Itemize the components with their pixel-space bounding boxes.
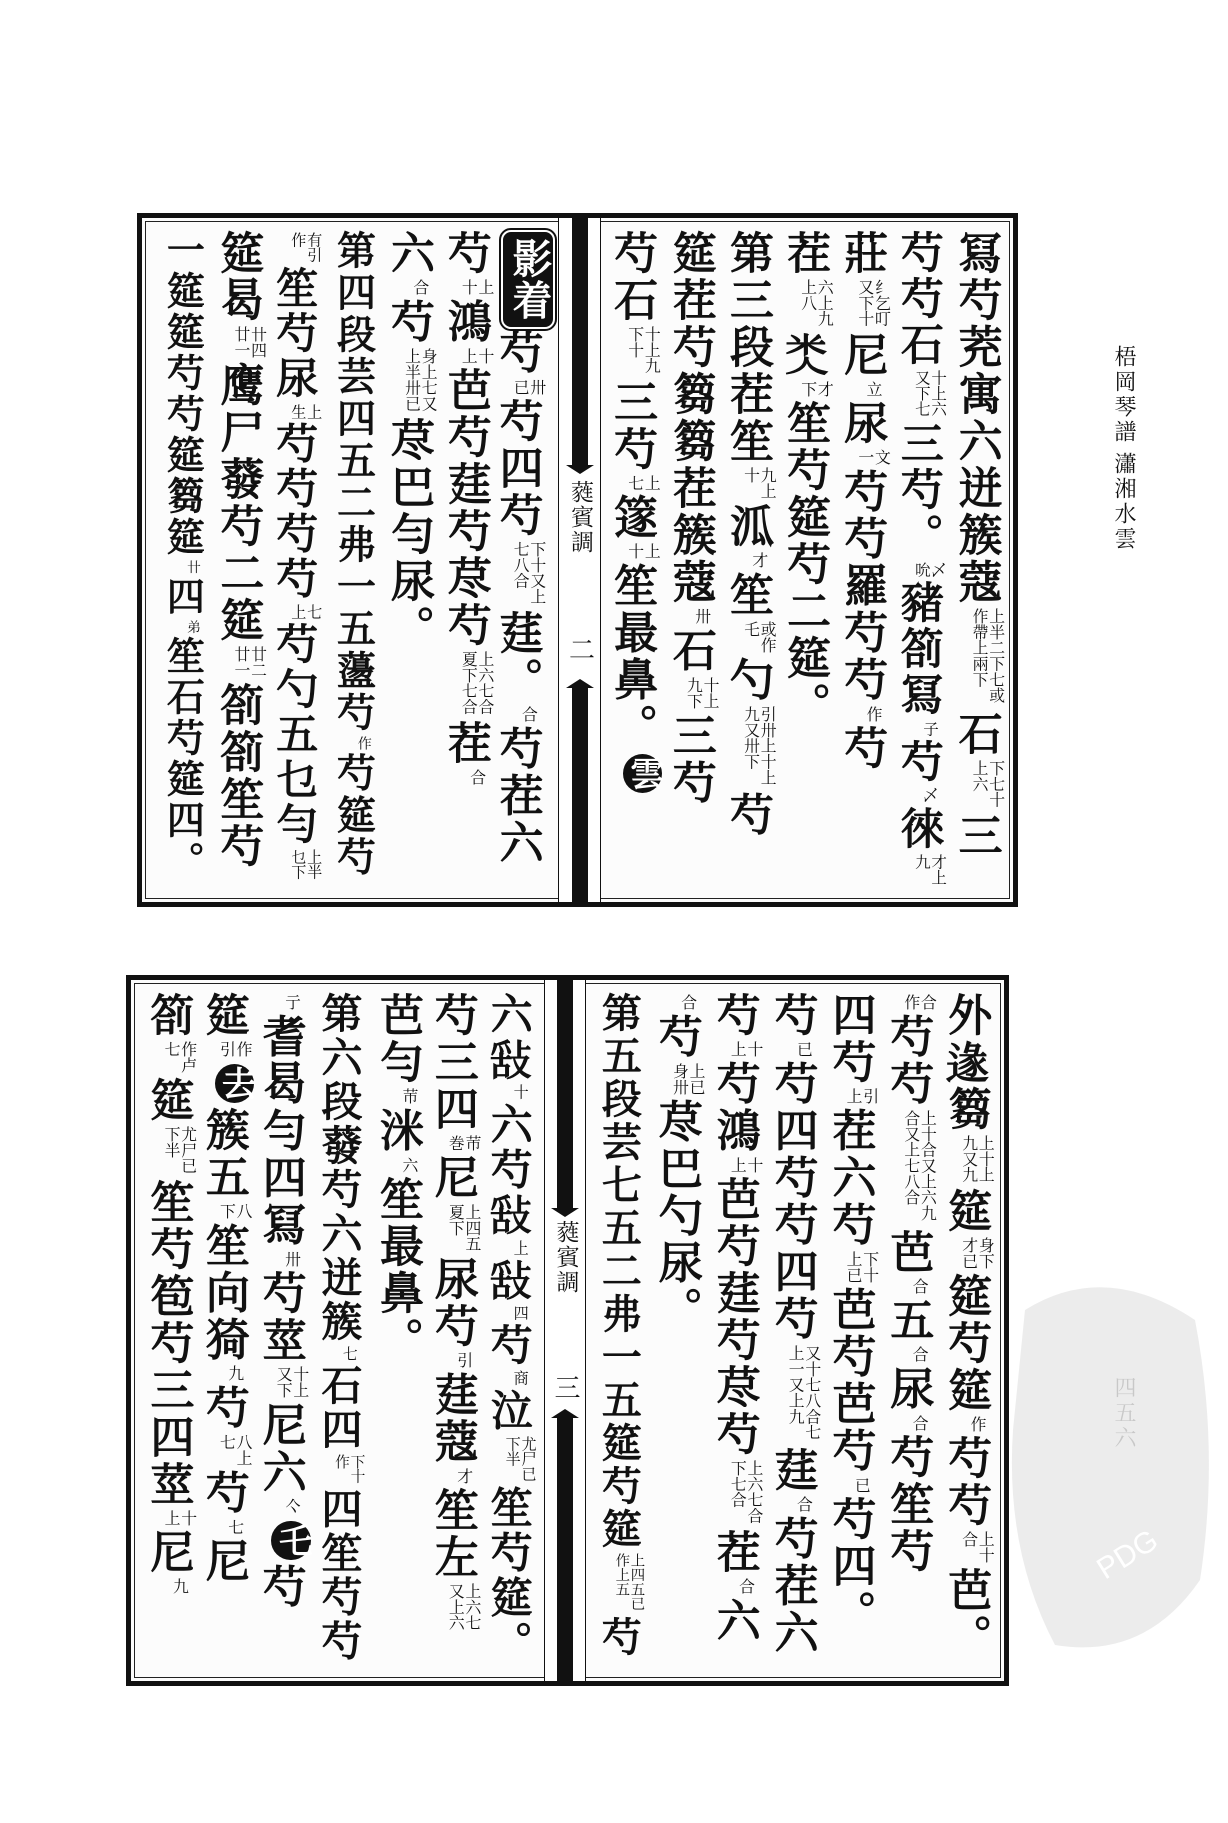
notation-text: 笙芍尿 [270, 266, 320, 402]
fingering-annotation: 六 [399, 1156, 419, 1173]
fingering-annotation: 十上 [459, 347, 495, 364]
notation-text: 尿 [882, 1365, 934, 1413]
column-slot [720, 230, 777, 890]
notation-column [723, 230, 776, 890]
fold-upper-bar [557, 980, 573, 1208]
notation-column [767, 992, 820, 1669]
fingering-annotation: 七上 [289, 603, 324, 620]
left-page-columns [154, 230, 552, 890]
column-slot [765, 992, 823, 1669]
notation-column [440, 230, 493, 890]
notation-text: 笙左 [426, 1486, 478, 1581]
fingering-annotation: 八下 [217, 1203, 253, 1219]
fingering-annotation: 作 [864, 705, 884, 722]
fingering-annotation: 或作乇 [741, 620, 778, 653]
fingering-annotation: 合 [410, 279, 430, 296]
notation-text: 芍勺五乜勻 [270, 622, 320, 848]
fingering-annotation: 廿二廿一 [231, 646, 268, 679]
notation-text: 芭芍芭芍 [824, 1286, 876, 1475]
notation-text: 笙芍筵。 [484, 1485, 534, 1666]
fingering-annotation: 四 [511, 1305, 530, 1321]
fingering-annotation: 上十 [625, 543, 662, 560]
notation-text: 芭芍莛芍荩芍 [708, 1175, 760, 1458]
notation-text: 芭。 [940, 1567, 992, 1662]
fingering-annotation: 䒥巻 [446, 1135, 482, 1152]
fingering-annotation: 已 [794, 1041, 814, 1058]
fingering-annotation: 乄吮 [912, 561, 948, 578]
fingering-annotation: 上四五已作上五 [613, 1553, 645, 1611]
fingering-annotation: 已 [852, 1476, 872, 1493]
fingering-annotation: 作 [355, 736, 372, 751]
notation-text: 芍 [766, 992, 818, 1039]
notation-text: 四 [160, 576, 206, 618]
notation-column [270, 230, 324, 890]
column-slot [141, 992, 198, 1669]
notation-text: 第三段茬笙 [722, 230, 773, 465]
notation-text: 筵 [940, 1187, 992, 1235]
notation-text: 石 [950, 710, 1002, 758]
notation-text: 筵芍筵 [940, 1272, 992, 1414]
book-title: 梧岡琴譜 [1111, 345, 1136, 445]
fingering-annotation: 十 [511, 1084, 530, 1100]
fingering-annotation: 卄四廿一 [231, 326, 268, 359]
notation-text: 四笙芍芍 [314, 1487, 363, 1664]
fingering-annotation: 作引 [217, 1041, 253, 1058]
column-slot [938, 992, 996, 1669]
fingering-annotation: 上六七合夏下七合 [459, 651, 495, 715]
notation-text: 耆曷勻四冩 [254, 1013, 306, 1249]
notation-text: 冩芍茺寓六迸簇蔻 [950, 230, 1002, 606]
notation-column [255, 992, 311, 1669]
notation-text: 六 [382, 230, 434, 277]
notation-text: 𥸪 [779, 331, 831, 379]
fingering-annotation: 六上九上八 [798, 279, 835, 327]
notation-text: 尼 [426, 1154, 478, 1202]
notation-column [492, 230, 555, 890]
notation-text: 六 [708, 1597, 760, 1645]
fingering-annotation: 亽 [282, 1498, 302, 1514]
fingering-annotation: 下十上已 [843, 1250, 880, 1283]
notation-column [780, 230, 833, 890]
column-slot [491, 230, 552, 890]
notation-text: 芍芍 [882, 1013, 934, 1108]
notation-text: 茬六芍 [824, 1107, 876, 1249]
notation-text: 芭芍莛芍荩芍 [439, 366, 491, 649]
fold-strip [558, 218, 601, 902]
notation-text: 三芍 [664, 712, 716, 807]
notation-text: 勺 [722, 656, 773, 704]
fingering-annotation: 合 [910, 1277, 930, 1294]
notation-text: 芍笙芍 [882, 1433, 934, 1575]
notation-text: 笙向猗 [197, 1222, 249, 1364]
column-slot [892, 230, 949, 890]
fingering-annotation: 商 [511, 1370, 530, 1386]
fingering-annotation: 十上又下 [274, 1366, 310, 1398]
notation-text: 芍 [708, 992, 760, 1039]
fingering-annotation: 子 [920, 720, 939, 737]
notation-text: 芍 [439, 230, 491, 277]
fingering-annotation: 下十又上七八合 [511, 540, 547, 605]
fingering-annotation: 合 [467, 769, 487, 786]
notation-column [162, 230, 204, 890]
notation-text: 尼 [836, 331, 888, 379]
notation-text: 芍芍 [940, 1435, 992, 1530]
notation-text: 第六段蕟芍六迸簇 [314, 992, 363, 1344]
notation-text: 芍四芍芍四芍 [766, 1060, 818, 1343]
notation-text: 筵 [142, 1077, 194, 1124]
fingering-annotation: 九 [170, 1578, 190, 1595]
fingering-annotation: 才 [454, 1467, 474, 1484]
notation-text: 芍芍石 [893, 230, 944, 368]
notation-text: 四芍 [824, 992, 876, 1086]
notation-text: 徠 [893, 806, 944, 852]
column-slot [707, 992, 765, 1669]
notation-column [372, 992, 424, 1669]
fingering-annotation: 有引作 [289, 232, 324, 263]
notation-column [213, 230, 266, 890]
fold-lower-bar [572, 688, 588, 902]
notation-text: 笙 [722, 571, 773, 619]
fold-leaf-number: 二 [564, 636, 595, 664]
notation-text: 芍筵芍 [330, 752, 377, 879]
fingering-annotation: 九上十 [741, 467, 778, 500]
fingering-annotation: 引 [454, 1352, 474, 1369]
notation-column [825, 992, 878, 1669]
column-slot [649, 992, 707, 1669]
column-slot [777, 230, 834, 890]
notation-text: 洣 [372, 1107, 424, 1155]
fingering-annotation: 十上九下 [684, 676, 720, 709]
notation-column [652, 992, 705, 1669]
notation-text: 芍芍芍芍 [270, 421, 320, 602]
fingering-annotation: 十上九下十 [625, 326, 662, 374]
notation-text: 莛。 [491, 609, 543, 704]
column-slot [312, 992, 369, 1669]
fingering-annotation: 䒥 [399, 1088, 419, 1105]
notation-text: 泣 [484, 1388, 534, 1434]
fingering-annotation: 乄 [920, 787, 939, 803]
column-slot [880, 992, 938, 1669]
fingering-annotation: 合 [910, 1346, 930, 1363]
fingering-annotation: 上六七合下七合 [728, 1460, 764, 1524]
fingering-annotation: 才 [749, 552, 769, 569]
notation-text: 莊 [836, 230, 888, 277]
notation-text: 六𢽿 [484, 992, 534, 1082]
notation-text: 茬 [708, 1529, 760, 1577]
fingering-annotation: 上半二下七或作帶上兩下 [970, 608, 1006, 704]
circled-mark: 乇 [271, 1521, 310, 1560]
fingering-annotation: 七 [225, 1518, 245, 1535]
notation-text: 芭 [882, 1228, 934, 1276]
notation-text: 芍 [836, 724, 888, 772]
notation-text: 芍四芍 [491, 397, 543, 539]
notation-text: 笙石芍筵四。 [160, 635, 206, 882]
piece-title: 瀟湘水雲 [1111, 452, 1136, 552]
notation-text: 尼 [197, 1537, 249, 1585]
fingering-annotation: 上 [511, 1239, 530, 1255]
notation-text: 芍 [197, 1469, 249, 1517]
notation-text: 芍 [491, 329, 543, 377]
notation-column [596, 992, 643, 1669]
notation-text: 第五段芸七五二弗一五筵芍筵 [595, 992, 643, 1551]
fingering-annotation: 作 [968, 1416, 988, 1432]
column-slot [198, 992, 255, 1669]
notation-text: 茬 [779, 230, 831, 277]
notation-column [198, 992, 254, 1669]
notation-column [941, 992, 994, 1669]
column-slot [591, 992, 649, 1669]
notation-column [607, 230, 663, 890]
notation-text: 荩巴勺尿。 [650, 1098, 702, 1334]
notation-column [315, 992, 364, 1669]
column-slot [368, 992, 425, 1669]
fold-upper-bar [572, 218, 588, 465]
notation-text: 箚 [142, 992, 194, 1039]
notation-column [486, 992, 536, 1669]
left-page-columns [141, 992, 539, 1669]
fingering-annotation: 上已身卅 [670, 1062, 707, 1095]
notation-text: 芍 [650, 1013, 702, 1061]
fingering-annotation: 合 [910, 1414, 930, 1431]
column-slot [606, 230, 663, 890]
fingering-annotation: 身上七又上半卅已 [402, 347, 439, 412]
fold-lower-bar [557, 1418, 573, 1681]
fingering-annotation: 尤尸已下半 [162, 1126, 198, 1174]
fingering-annotation: 尤尸已下半 [503, 1435, 538, 1482]
fingering-annotation: 合 [794, 1496, 814, 1513]
notation-text: 笙芍筵芍二筵。 [779, 400, 831, 730]
notation-column [895, 230, 947, 890]
watermark-stamp [995, 1250, 1223, 1670]
column-slot [268, 230, 325, 890]
notation-text: 六芍𢽿 [484, 1102, 534, 1238]
notation-column [427, 992, 480, 1669]
fingering-annotation: 八上七 [217, 1433, 253, 1466]
notation-column [709, 992, 762, 1669]
fingering-annotation: 上十合又上六九合又上七八合 [901, 1109, 938, 1221]
fingering-annotation: 卅 [692, 608, 712, 625]
notation-text: 尿芍 [426, 1256, 478, 1351]
column-slot [438, 230, 495, 890]
notation-column [837, 230, 890, 890]
fingering-annotation: 合 [678, 994, 698, 1011]
notation-text: 莛蔻 [426, 1371, 478, 1466]
notation-column [143, 992, 196, 1669]
column-slot [325, 230, 382, 890]
notation-text: 外𨔵篘 [940, 992, 992, 1133]
notation-text: 芍 [595, 1615, 643, 1659]
fingering-annotation: 作卢七 [162, 1041, 198, 1074]
notation-text: 茬 [439, 720, 491, 768]
notation-text: 三芍 [606, 378, 658, 473]
fingering-annotation: 合 [736, 1578, 756, 1595]
column-slot [425, 992, 482, 1669]
column-slot [381, 230, 438, 890]
circled-mark: 雲 [623, 754, 662, 793]
notation-text: 芍 [382, 298, 434, 346]
notation-text: 芭勻 [372, 992, 424, 1086]
fingering-annotation: 合作 [901, 994, 938, 1011]
notation-text: 鴻 [439, 298, 491, 346]
bottom-spread [126, 975, 1009, 1686]
notation-text: 石四 [314, 1363, 363, 1452]
fingering-annotation: 上半乜下 [289, 849, 324, 880]
notation-column [384, 230, 437, 890]
column-slot [211, 230, 268, 890]
notation-text: 石 [664, 627, 716, 675]
column-slot [949, 230, 1006, 890]
notation-text: 筵茬芍篘篘茬簇蔻 [664, 230, 716, 606]
fingering-annotation: 又十七八合七上一又上九 [786, 1344, 822, 1440]
notation-text: 第四段芸四五二弗一五蘯芍 [330, 230, 377, 734]
notation-text: 筵 [197, 992, 249, 1039]
notation-text: 芍 [893, 739, 944, 786]
fingering-annotation: 七 [340, 1346, 358, 1361]
notation-text: 尼 [142, 1529, 194, 1577]
notation-text: 尼六 [254, 1401, 306, 1496]
notation-text: 笙芍笣芍三四莖 [142, 1178, 194, 1508]
notation-text: 笙最鼻。 [372, 1175, 424, 1364]
fold-strip [544, 980, 586, 1681]
fingering-annotation: 十上 [728, 1156, 764, 1173]
notation-text: 芍莖 [254, 1269, 306, 1364]
notation-text: 一筵筵芍芍筵篘筵 [160, 230, 206, 558]
notation-column [951, 230, 1004, 890]
fingering-annotation: 上十上九又九 [959, 1135, 996, 1183]
notation-text: 尿 [836, 400, 888, 448]
column-slot [663, 230, 720, 890]
fingering-annotation: 十上 [728, 1041, 764, 1058]
notation-text: 三芍。 [893, 421, 944, 560]
notation-column [883, 992, 936, 1669]
notation-text: 筵曷 [212, 230, 264, 324]
notation-text: 芍三四 [426, 992, 478, 1133]
fingering-annotation: 卅 [282, 1250, 302, 1267]
notation-text: 芍 [722, 791, 773, 839]
fingering-annotation: 上十合 [959, 1531, 996, 1564]
notation-text: 泒 [722, 503, 773, 550]
fingering-annotation: 九 [225, 1365, 245, 1382]
fold-mode-label: 蕤賓調 [552, 1220, 579, 1295]
fingering-annotation: 才下 [798, 381, 835, 397]
fingering-annotation: 才上九 [912, 854, 948, 886]
fingering-annotation: 上七 [625, 475, 662, 491]
column-slot [835, 230, 892, 890]
column-slot [482, 992, 539, 1669]
notation-text: 荩巴勻尿。 [382, 416, 434, 652]
watermark-shape [1012, 1287, 1209, 1647]
notation-text: 篴 [606, 494, 658, 542]
notation-text: 芍四。 [824, 1495, 876, 1637]
fingering-annotation: 亍 [282, 994, 302, 1011]
notation-text: 箚箚笙芍 [212, 682, 264, 870]
notation-column [665, 230, 718, 890]
fingering-annotation: 十上六又下七 [912, 370, 948, 417]
notation-text: 芍茬六 [766, 1515, 818, 1657]
fingering-annotation: 下七十上六 [970, 759, 1006, 808]
column-slot [255, 992, 312, 1669]
notation-column [332, 230, 375, 890]
top-spread [137, 213, 1018, 907]
fingering-annotation: 立 [864, 381, 884, 397]
fingering-annotation: 纟乞叮又下十 [855, 279, 892, 327]
fingering-annotation: 上生 [289, 403, 324, 419]
column-slot [154, 230, 211, 890]
fold-mode-label: 蕤賓調 [567, 480, 593, 555]
notation-text: 芍 [197, 1384, 249, 1432]
fingering-annotation: 上四五夏下 [446, 1203, 482, 1252]
fingering-annotation: 文一 [855, 449, 892, 466]
circled-mark: 去 [215, 1064, 254, 1103]
notation-text: 芍 [254, 1563, 306, 1611]
fingering-annotation: 十上 [162, 1510, 198, 1526]
fingering-annotation: 引上 [843, 1088, 880, 1105]
fingering-annotation: 上十 [459, 279, 495, 296]
column-slot [822, 992, 880, 1669]
notation-text: 豬箚冩 [893, 580, 944, 719]
notation-text: 莛 [766, 1446, 818, 1494]
notation-text: 簇五 [197, 1106, 249, 1201]
fingering-annotation: 上六七又上六 [446, 1583, 482, 1631]
fingering-annotation: 引卅上十上九又卅下 [741, 705, 778, 785]
notation-text: 笙最鼻。 [606, 562, 658, 751]
notation-text: 芍 [484, 1323, 534, 1369]
fingering-annotation: 卅已 [511, 378, 547, 395]
right-page-columns [591, 992, 996, 1669]
fold-leaf-number: 三 [550, 1374, 580, 1402]
watermark-text: PDG [1091, 1523, 1164, 1586]
fingering-annotation: 卄 [183, 560, 200, 574]
notation-text: 芍石 [606, 230, 658, 324]
fingering-annotation: 合 [519, 706, 539, 723]
fingering-annotation: 弟 [183, 619, 200, 634]
notation-text: 三 [950, 812, 1002, 860]
fingering-annotation: 下十作 [333, 1454, 366, 1484]
right-page-columns [606, 230, 1006, 890]
notation-text: 芍鴻 [708, 1060, 760, 1155]
notation-text: 五 [882, 1296, 934, 1344]
notation-text: 𢽿 [484, 1257, 534, 1303]
fingering-annotation: 身下才已 [959, 1237, 996, 1269]
boxed-section-label: 影着 [501, 230, 555, 329]
notation-text: 芍芍羅芍芍 [836, 468, 888, 704]
notation-text: 鹰尸蕟芍二筵 [212, 362, 264, 644]
notation-text: 芍茬六 [491, 725, 543, 867]
